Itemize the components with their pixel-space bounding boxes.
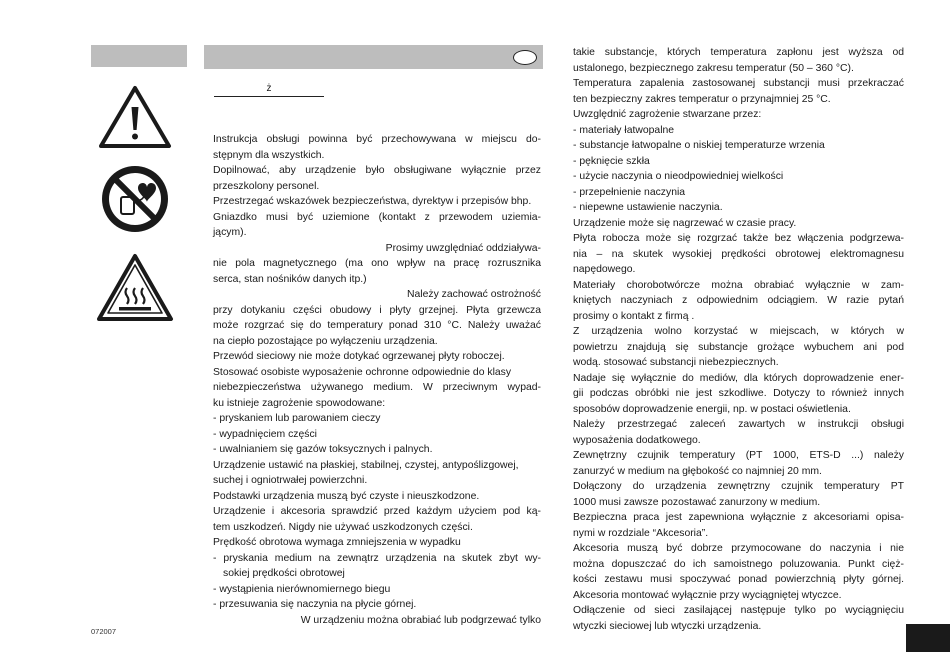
text-line: jącym). <box>213 227 247 238</box>
text-line: - niepewne ustawienie naczynia. <box>573 202 723 213</box>
text-line: Należy przestrzegać zaleceń zawartych w instrukcji obsługi <box>573 419 904 430</box>
text-line: przy dotykaniu części obudowy i płyty grzejnej. Płyta grzewcza <box>213 304 541 316</box>
warning-triangle-icon <box>98 85 172 149</box>
right-text-column <box>573 45 904 634</box>
text-line: 1000 musi zawsze pozostawać zanurzony w medium. <box>573 496 821 508</box>
text-line: niebezpieczeństwa używanego medium. W przeciwnym wypad- <box>213 382 541 393</box>
text-line: tem uszkodzeń. Nigdy nie używać uszkodzonych części. <box>213 521 473 533</box>
text-line: Należy zachować ostrożność <box>407 289 541 300</box>
text-line: Urządzenie i akcesoria sprawdzić przed każdym użyciem pod ką- <box>213 506 541 517</box>
section-tab <box>91 45 187 67</box>
text-line: Zewnętrzny czujnik temperatury (PT 1000, ETS-D ...) należy <box>573 450 904 461</box>
text-line: - substancje łatwopalne o niskiej temperaturze wrzenia <box>573 140 825 151</box>
text-line: Prosimy uwzględniać oddziaływa- <box>385 242 541 254</box>
text-line: sposobów doprowadzenie energii, np. w postaci oświetlenia. <box>573 403 851 415</box>
text-line: Uwzględnić zagrożenie stwarzane przez: <box>573 109 762 120</box>
section-header-bar <box>204 45 543 69</box>
text-line: Dopilnować, aby urządzenie było obsługiwane wyłącznie przez <box>213 165 541 176</box>
text-line: nymi w rozdziale “Akcesoria”. <box>573 527 709 539</box>
text-line: stępnym dla wszystkich. <box>213 149 325 161</box>
text-line: kości zestawu musi spoczywać ponad powierzchnią płyty górnej. <box>573 574 904 585</box>
text-line: wodą. stosować substancji niebezpiecznych. <box>573 357 779 368</box>
text-line: - wypadnięciem części <box>213 428 317 440</box>
text-line: powietrzu znajdują się substancje grożące wybuchem ani pod <box>573 341 904 353</box>
text-line: Płyta robocza może się rozgrzać także bez włączenia podgrzewa- <box>573 233 904 244</box>
text-line: Prędkość obrotowa wymaga zmniejszenia w wypadku <box>213 537 461 548</box>
text-line: Dołączony do urządzenia zewnętrzny czujnik temperatury PT <box>573 481 904 492</box>
left-text-column <box>213 132 541 628</box>
text-line: Instrukcja obsługi powinna być przechowywana w miejscu do- <box>213 134 541 145</box>
text-line: wyposażenia dodatkowego. <box>573 434 701 446</box>
text-line: gii podczas obróbki nie jest szkodliwe. Dotyczy to również innych <box>573 388 904 399</box>
text-line: - przepełnienie naczynia <box>573 186 686 198</box>
text-line: takie substancje, których temperatura zapłonu jest wyższa od <box>573 47 904 58</box>
text-line: suchej i ogniotrwałej powierzchni. <box>213 475 368 486</box>
hot-surface-icon <box>96 253 174 323</box>
text-line: serca, stan nośników danych itp.) <box>213 273 367 285</box>
text-line: Przewód sieciowy nie może dotykać ogrzewanej płyty roboczej. <box>213 351 505 362</box>
header-oval-mark <box>513 50 537 65</box>
text-line: kniętych naczyniach z odpowiednim odciągiem. W razie pytań <box>573 295 904 306</box>
text-line: - pęknięcie szkła <box>573 155 650 167</box>
no-pacemaker-icon <box>99 163 171 235</box>
text-line: Temperatura zapalenia zastosowanej substancji musi przekraczać <box>573 78 904 89</box>
text-line: - uwalnianiem się gazów toksycznych i palnych. <box>213 444 433 455</box>
text-line: ten bezpieczny zakres temperatur o przynajmniej 25 °C. <box>573 93 831 105</box>
text-line: - pryskaniem lub parowaniem cieczy <box>213 413 381 424</box>
text-line: zanurzyć w medium na głębokość co najmniej 20 mm. <box>573 465 822 477</box>
text-line: Podstawki urządzenia muszą być czyste i nieuszkodzone. <box>213 490 480 502</box>
text-line: można dopuszczać do ich samoistnego poluzowania. Punkt cięż- <box>573 558 904 570</box>
text-line: Urządzenie ustawić na płaskiej, stabilnej, czystej, antypoślizgowej, <box>213 459 519 471</box>
text-line: W urządzeniu można obrabiać lub podgrzewać tylko <box>300 614 541 626</box>
text-line: Z urządzenia wolno korzystać w miejscach, w których w <box>573 326 904 337</box>
text-line: Przestrzegać wskazówek bezpieczeństwa, dyrektyw i przepisów bhp. <box>213 196 532 207</box>
text-line: - przesuwania się naczynia na płycie górnej. <box>213 599 417 610</box>
text-line: - użycie naczynia o nieodpowiedniej wielkości <box>573 171 784 182</box>
text-line: Materiały chorobotwórcze można obrabiać wyłącznie w zam- <box>573 279 904 291</box>
text-line: Urządzenie może się nagrzewać w czasie pracy. <box>573 217 797 229</box>
text-line: - materiały łatwopalne <box>573 124 675 136</box>
text-line: nie pola magnetycznego (ma ono wpływ na pracę rozrusznika <box>213 258 541 269</box>
text-line: przeszkolony personel. <box>213 180 320 192</box>
text-line: ku istnieje zagrożenie spowodowane: <box>213 397 386 409</box>
text-line: napędowego. <box>573 264 636 275</box>
text-line: Nadaje się wyłącznie do mediów, dla których doprowadzenie ener- <box>573 372 904 384</box>
text-line: wtyczki sieciowej lub wtyczki urządzenia. <box>573 620 762 632</box>
text-line: na ciepło pozostające po wyłączeniu urządzenia. <box>213 335 438 347</box>
document-code: 072007 <box>91 627 117 636</box>
text-line: prosimy o kontakt z firmą . <box>573 310 695 322</box>
text-line: sokiej prędkości obrotowej <box>223 568 345 579</box>
text-line: - wystąpienia nierównomiernego biegu <box>213 583 391 595</box>
text-line: może rozgrzać się do temperatury ponad 310 °C. Należy uważać <box>213 320 541 331</box>
text-line: Akcesoria muszą być dobrze przymocowane do naczynia i nie <box>573 543 904 554</box>
text-line: Odłączenie od sieci zasilającej następuje tylko po wyciągnięciu <box>573 605 904 616</box>
underlined-heading: ż <box>214 84 324 97</box>
text-line: Gniazdko musi być uziemione (kontakt z przewodem uziemia- <box>213 211 541 223</box>
page-corner-block <box>906 624 950 652</box>
text-line: Stosować osobiste wyposażenie ochronne odpowiednie do klasy <box>213 366 512 378</box>
text-line: ustalonego, bezpiecznego zakresu temperatur (50 – 360 °C). <box>573 62 854 74</box>
text-line: Akcesoria montować wyłącznie przy wyciągniętej wtyczce. <box>573 589 842 601</box>
text-line: nia – na skutek wysokiej prędkości obrotowej elektromagnesu <box>573 248 904 260</box>
text-line: - pryskania medium na zewnątrz urządzenia na skutek zbyt wy- <box>213 552 541 564</box>
text-line: Bezpieczna praca jest zapewniona wyłącznie z akcesoriami opisa- <box>573 512 904 523</box>
